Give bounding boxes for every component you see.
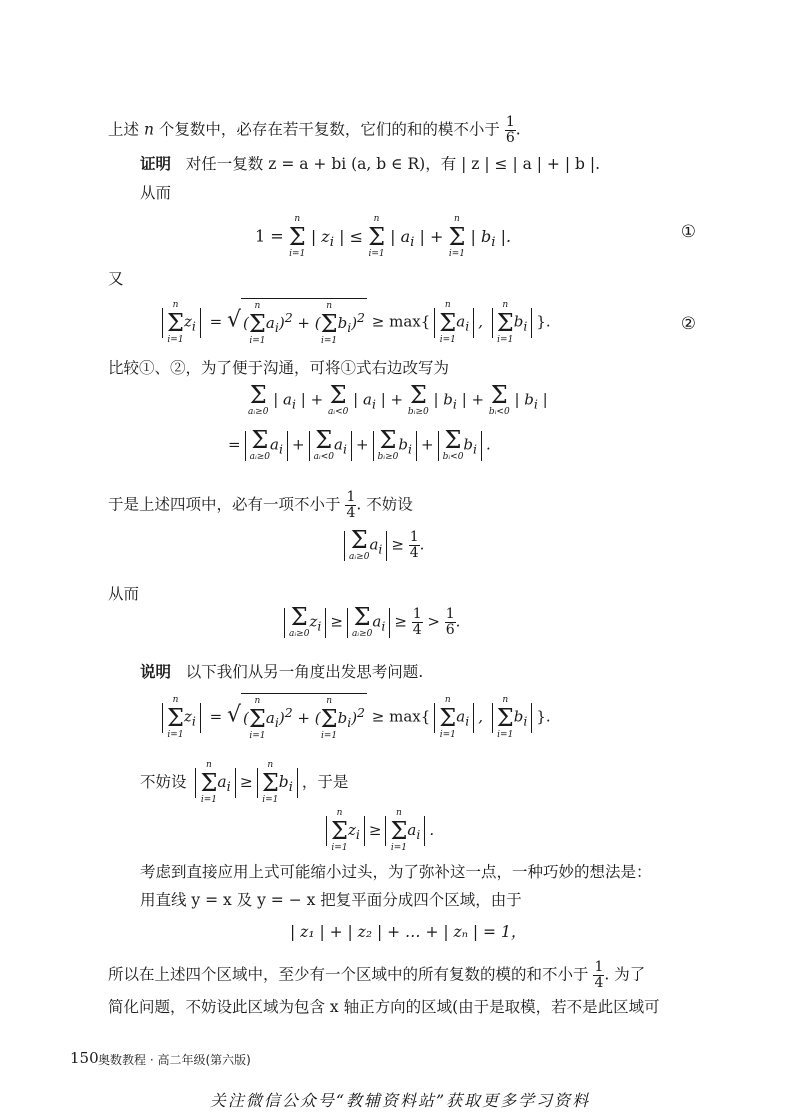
equation-number-1: ① (680, 222, 696, 242)
equation-number-2: ② (680, 314, 696, 334)
proof-label: 证明 (140, 154, 172, 173)
equation-2-repeat: n Σ i=1 $z_i$ = √ ( n Σ i=1 $a_i)^2$ + ( n Σ i=1 $b_i)^2 \ge \max${ n Σ i=1 $a_i$ , n Σ i=1 $b_i$ }. (158, 693, 551, 742)
equation-2: n Σ i=1 $z_i$ = √ ( n Σ i=1 $a_i)^2$ + ( n Σ i=1 $b_i)^2 \ge \max${ n Σ i=1 $a_i$ , n Σ i=1 $b_i$ }. (158, 298, 551, 347)
assume-equation: Σ aᵢ≥0 $a_i$ ≥ $\frac{1}{4}$ . (340, 528, 424, 563)
sum-symbol: n Σ i=1 (368, 214, 386, 259)
equation-1: 1 = n Σ i=1 | $z_i$ | ≤ n Σ i=1 | $a_i$ | + n Σ i=1 | $b_i$ |. (255, 214, 512, 259)
conclusion-equation: Σ aᵢ≥0 $z_i$ ≥ Σ aᵢ≥0 $a_i$ ≥ $\frac{1}{4}$ > $\frac{1}{6}$ . (280, 605, 460, 640)
note-line (140, 660, 423, 682)
var-n: n (143, 120, 154, 139)
last-line-2: 简化问题，不妨设此区域为包含 x 轴正方向的区域(由于是取模，若不是此区域可 (108, 998, 660, 1016)
watermark-text: 关注微信公众号“教辅资料站”获取更多学习资料 (209, 1091, 591, 1110)
consider-text: 考虑到直接应用上式可能缩小过头，为了弥补这一点，一种巧妙的想法是： (140, 863, 652, 881)
fraction-one-fourth: $\frac{1}{4}$ (346, 489, 356, 521)
also: 又 (108, 270, 124, 288)
note-text: 以下我们从另一角度出发思考问题. (185, 663, 424, 681)
proof-text: 对任一复数 z = a + bi (a, b ∈ R)，有 | z | ≤ | a | + | b |. (185, 155, 600, 173)
wlog-line: 不妨设 n Σ i=1 $a_i$ ≥ n Σ i=1 $b_i$ ，于是 (140, 760, 349, 805)
sum-modulus-equation: | z₁ | + | z₂ | + … + | zₙ | = 1， (290, 923, 527, 941)
rewrite-line-2: = Σ aᵢ≥0 $a_i$ + Σ aᵢ<0 $a_i$ + Σ bᵢ≥0 $b_i$ + Σ bᵢ<0 $b_i$ . (228, 426, 491, 462)
last-line-1: 所以在上述四个区域中，至少有一个区域中的所有复数的模的和不小于 $\frac{1}{4}$ . 为了 (108, 959, 646, 991)
rewrite-line-1: Σ aᵢ≥0 | $a_i$ | + Σ aᵢ<0 | $a_i$ | + Σ bᵢ≥0 | $b_i$ | + Σ bᵢ<0 | $b_i$ | (248, 381, 548, 417)
lines-text: 用直线 y = x 及 y = − x 把复平面分成四个区域，由于 (140, 891, 522, 909)
paragraph-intro: 上述 n 个复数中，必存在若干复数，它们的和的模不小于 $\frac{1}{6}$ . (108, 114, 521, 146)
compare-text: 比较①、②，为了便于沟通，可将①式右边改写为 (108, 359, 450, 377)
note-label: 说明 (140, 662, 172, 681)
fraction-one-fourth: $\frac{1}{4}$ (594, 959, 604, 991)
therefore-1: 从而 (140, 184, 172, 202)
proof-line (140, 152, 600, 174)
fraction-one-sixth: $\frac{1}{6}$ (505, 114, 515, 146)
text: 上述 (108, 120, 140, 139)
sum-symbol: n Σ i=1 (448, 214, 466, 259)
four-terms: 于是上述四项中，必有一项不小于 $\frac{1}{4}$ . 不妨设 (108, 489, 413, 521)
page-number: 150 (70, 1049, 99, 1067)
sum-symbol: n Σ i=1 (288, 214, 306, 259)
therefore-2: 从而 (108, 585, 140, 603)
text: 个复数中，必存在若干复数，它们的和的模不小于 (158, 120, 500, 139)
book-title: 奥数教程 · 高二年级(第六版) (98, 1053, 251, 1067)
wlog-equation: n Σ i=1 $z_i$ ≥ n Σ i=1 $a_i$ . (322, 808, 434, 854)
